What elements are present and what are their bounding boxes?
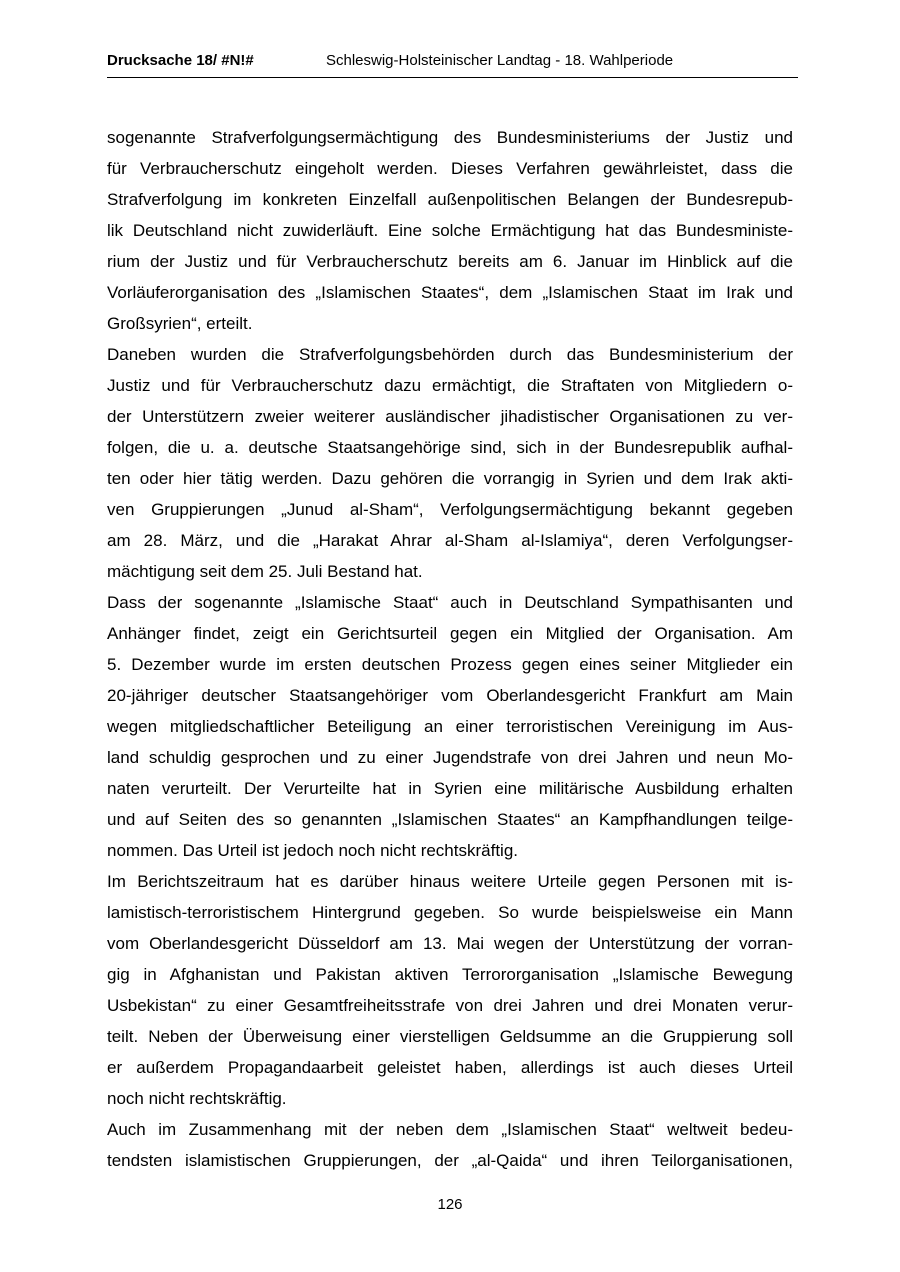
- text-line: der Unterstützern zweier weiterer ausländischer jihadistischer Organisationen zu ver-: [107, 407, 793, 426]
- text-line: 5. Dezember wurde im ersten deutschen Prozess gegen eines seiner Mitglieder ein: [107, 655, 793, 674]
- text-line: Auch im Zusammenhang mit der neben dem „Islamischen Staat“ weltweit bedeu-: [107, 1120, 793, 1139]
- text-line: tendsten islamistischen Gruppierungen, der „al-Qaida“ und ihren Teilorganisationen,: [107, 1151, 793, 1170]
- text-line: nommen. Das Urteil ist jedoch noch nicht rechtskräftig.: [107, 841, 519, 860]
- text-line: teilt. Neben der Überweisung einer vierstelligen Geldsumme an die Gruppierung soll: [107, 1027, 793, 1046]
- text-line: lik Deutschland nicht zuwiderläuft. Eine solche Ermächtigung hat das Bundesministe-: [107, 221, 793, 240]
- text-line: Im Berichtszeitraum hat es darüber hinaus weitere Urteile gegen Personen mit is-: [107, 872, 793, 891]
- text-line: vom Oberlandesgericht Düsseldorf am 13. Mai wegen der Unterstützung der vorran-: [107, 934, 793, 953]
- text-line: rium der Justiz und für Verbraucherschutz bereits am 6. Januar im Hinblick auf die: [107, 252, 793, 271]
- text-line: sogenannte Strafverfolgungsermächtigung des Bundesministeriums der Justiz und: [107, 128, 793, 147]
- text-line: und auf Seiten des so genannten „Islamischen Staates“ an Kampfhandlungen teilge-: [107, 810, 793, 829]
- text-line: Usbekistan“ zu einer Gesamtfreiheitsstrafe von drei Jahren und drei Monaten verur-: [107, 996, 793, 1015]
- text-line: Justiz und für Verbraucherschutz dazu ermächtigt, die Straftaten von Mitgliedern o-: [107, 376, 793, 395]
- document-title: Schleswig-Holsteinischer Landtag - 18. Wahlperiode: [326, 52, 674, 69]
- text-line: lamistisch-terroristischem Hintergrund gegeben. So wurde beispielsweise ein Mann: [107, 903, 793, 922]
- text-line: am 28. März, und die „Harakat Ahrar al-Sham al-Islamiya“, deren Verfolgungser-: [107, 531, 793, 550]
- text-line: Strafverfolgung im konkreten Einzelfall außenpolitischen Belangen der Bundesrepub-: [107, 190, 793, 209]
- text-line: folgen, die u. a. deutsche Staatsangehörige sind, sich in der Bundesrepublik aufhal-: [107, 438, 793, 457]
- text-line: land schuldig gesprochen und zu einer Jugendstrafe von drei Jahren und neun Mo-: [107, 748, 793, 767]
- page-header: [107, 47, 798, 78]
- text-line: ven Gruppierungen „Junud al-Sham“, Verfolgungsermächtigung bekannt gegeben: [107, 500, 793, 519]
- text-line: Daneben wurden die Strafverfolgungsbehörden durch das Bundesministerium der: [107, 345, 793, 364]
- text-line: für Verbraucherschutz eingeholt werden. Dieses Verfahren gewährleistet, dass die: [107, 159, 793, 178]
- text-line: 20-jähriger deutscher Staatsangehöriger vom Oberlandesgericht Frankfurt am Main: [107, 686, 793, 705]
- text-line: ten oder hier tätig werden. Dazu gehören die vorrangig in Syrien und dem Irak akti-: [107, 469, 793, 488]
- text-line: Dass der sogenannte „Islamische Staat“ auch in Deutschland Sympathisanten und: [107, 593, 793, 612]
- text-line: er außerdem Propagandaarbeit geleistet haben, allerdings ist auch dieses Urteil: [107, 1058, 793, 1077]
- text-line: Anhänger findet, zeigt ein Gerichtsurteil gegen ein Mitglied der Organisation. Am: [107, 624, 793, 643]
- page-number: 126: [437, 1196, 463, 1213]
- text-line: Großsyrien“, erteilt.: [107, 314, 253, 333]
- text-line: naten verurteilt. Der Verurteilte hat in Syrien eine militärische Ausbildung erhalten: [107, 779, 793, 798]
- text-line: gig in Afghanistan und Pakistan aktiven Terrororganisation „Islamische Bewegung: [107, 965, 793, 984]
- body-text: [107, 122, 793, 1176]
- text-line: noch nicht rechtskräftig.: [107, 1089, 287, 1108]
- text-line: Vorläuferorganisation des „Islamischen Staates“, dem „Islamischen Staat im Irak und: [107, 283, 793, 302]
- document-number: Drucksache 18/ #N!#: [107, 52, 254, 69]
- text-line: wegen mitgliedschaftlicher Beteiligung an einer terroristischen Vereinigung im Aus-: [107, 717, 793, 736]
- text-line: mächtigung seit dem 25. Juli Bestand hat.: [107, 562, 423, 581]
